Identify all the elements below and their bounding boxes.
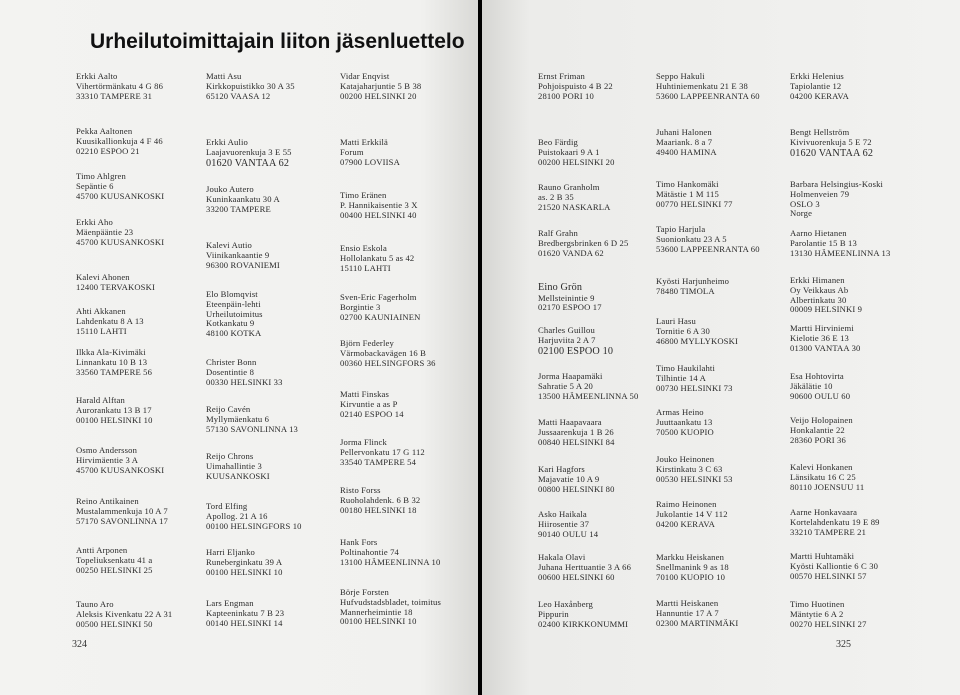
member-entry <box>206 452 270 481</box>
right-page <box>482 0 960 695</box>
member-name: Aarno Hietanen <box>790 228 847 238</box>
member-address-line: 02140 ESPOO 14 <box>340 408 404 419</box>
member-entry <box>790 128 873 159</box>
member-name: Kalevi Ahonen <box>76 272 130 282</box>
member-entry <box>206 548 283 577</box>
member-name: Ahti Akkanen <box>76 306 126 316</box>
member-address-line: 00530 HELSINKI 53 <box>656 473 733 484</box>
member-entry <box>790 276 862 315</box>
member-entry <box>538 326 613 357</box>
member-entry <box>76 600 172 629</box>
member-address-line: 33210 TAMPERE 21 <box>790 526 867 537</box>
member-address-line: 00200 HELSINKI 20 <box>340 90 417 101</box>
member-address-line: 00330 HELSINKI 33 <box>206 376 283 387</box>
member-address-line: 02100 ESPOO 10 <box>538 345 614 357</box>
member-name: Martti Huhtamäki <box>790 551 855 561</box>
member-entry <box>76 127 163 156</box>
member-address-line: 45700 KUUSANKOSKI <box>76 190 165 201</box>
member-name: Björn Federley <box>340 338 394 348</box>
member-name: Timo Eränen <box>340 190 387 200</box>
member-name: Barbara Helsingius-Koski <box>790 179 884 189</box>
member-address-line: 15110 LAHTI <box>340 262 391 273</box>
member-address-line: Aleksis Kivenkatu 22 A 31 <box>76 608 173 619</box>
member-address-line: Kyösti Kalliontie 6 C 30 <box>790 560 879 571</box>
member-entry <box>538 183 611 212</box>
member-name: Matti Haapavaara <box>538 417 602 427</box>
member-address-line: Jussaarenkuja 1 B 26 <box>538 426 614 437</box>
member-name: Ernst Friman <box>538 71 585 81</box>
member-address-line: Pippurin <box>538 608 569 619</box>
member-name: Charles Guillou <box>538 325 595 335</box>
member-address-line: Snellmanink 9 as 18 <box>656 561 729 572</box>
member-address-line: Tapiolantie 12 <box>790 80 842 91</box>
member-entry <box>206 502 302 531</box>
member-address-line: 01620 VANTAA 62 <box>790 147 874 159</box>
member-name: Tauno Aro <box>76 599 114 609</box>
member-entry <box>538 72 613 101</box>
member-address-line: 13130 HÄMEENLINNA 13 <box>790 247 891 258</box>
member-name: Reino Antikainen <box>76 496 139 506</box>
member-entry <box>538 138 615 167</box>
member-address-line: 00100 HELSINKI 10 <box>76 414 153 425</box>
member-entry <box>656 72 760 101</box>
member-address-line: Pellervonkatu 17 G 112 <box>340 446 425 457</box>
member-address-line: 28360 PORI 36 <box>790 434 846 445</box>
member-name: Timo Haukilahti <box>656 363 715 373</box>
member-name: Matti Erkkilä <box>340 137 389 147</box>
member-address-line: Länsikatu 16 C 25 <box>790 471 856 482</box>
member-address-line: 49400 HAMINA <box>656 146 717 157</box>
member-address-line: Norge <box>790 208 813 219</box>
member-address-line: Forum <box>340 146 364 157</box>
member-name: Ilkka Ala-Kivimäki <box>76 347 146 357</box>
member-address-line: Poltinahontie 74 <box>340 546 399 557</box>
member-address-line: Bredbergsbrinken 6 D 25 <box>538 237 629 248</box>
member-address-line: 57170 SAVONLINNA 17 <box>76 515 168 526</box>
member-address-line: 00180 HELSINKI 18 <box>340 504 417 515</box>
member-entry <box>656 180 733 209</box>
member-address-line: Holmenveien 79 <box>790 188 850 199</box>
member-entry <box>656 553 729 582</box>
member-address-line: Suonionkatu 23 A 5 <box>656 233 727 244</box>
member-address-line: Kapteeninkatu 7 B 23 <box>206 607 285 618</box>
member-address-line: Värmobackavägen 16 B <box>340 347 427 358</box>
member-address-line: 00500 HELSINKI 50 <box>76 618 153 629</box>
member-entry <box>76 307 144 336</box>
member-address-line: 78480 TIMOLA <box>656 285 715 296</box>
member-name: Harald Alftan <box>76 395 125 405</box>
member-entry <box>340 293 420 322</box>
member-name: Sven-Eric Fagerholm <box>340 292 417 302</box>
member-entry <box>538 282 602 313</box>
member-entry <box>206 405 298 434</box>
member-address-line: 07900 LOVIISA <box>340 156 400 167</box>
member-entry <box>538 465 615 494</box>
member-name: Veijo Holopainen <box>790 415 853 425</box>
member-address-line: 00200 HELSINKI 20 <box>538 156 615 167</box>
member-address-line: 02170 ESPOO 17 <box>538 302 602 313</box>
member-name: Armas Heino <box>656 407 704 417</box>
page-title: Urheilutoimittajain liiton jäsenluettelo <box>90 30 465 53</box>
member-entry <box>76 348 152 377</box>
member-entry <box>790 416 853 445</box>
left-page <box>0 0 478 695</box>
member-address-line: Parolantie 15 B 13 <box>790 237 857 248</box>
member-name: Risto Forss <box>340 485 381 495</box>
member-address-line: Hiirosentie 37 <box>538 518 590 529</box>
member-name: Rauno Granholm <box>538 182 600 192</box>
member-address-line: 21520 NASKARLA <box>538 201 611 212</box>
member-name: Kalevi Autio <box>206 240 252 250</box>
member-address-line: 80110 JOENSUU 11 <box>790 481 865 492</box>
member-address-line: 02700 KAUNIAINEN <box>340 311 421 322</box>
member-address-line: 70500 KUOPIO <box>656 426 714 437</box>
member-entry <box>656 455 733 484</box>
member-address-line: Hufvudstadsbladet, toimitus <box>340 596 441 607</box>
member-address-line: 12400 TERVAKOSKI <box>76 281 155 292</box>
member-address-line: 96300 ROVANIEMI <box>206 259 280 270</box>
member-address-line: 57130 SAVONLINNA 13 <box>206 423 298 434</box>
member-address-line: Puistokaari 9 A 1 <box>538 146 600 157</box>
member-entry <box>206 72 295 101</box>
member-entry <box>76 273 155 293</box>
member-address-line: Oy Veikkaus Ab <box>790 284 849 295</box>
member-address-line: 33200 TAMPERE <box>206 203 271 214</box>
member-address-line: Mellsteinintie 9 <box>538 292 595 303</box>
member-address-line: Uimahallintie 3 <box>206 460 262 471</box>
member-entry <box>538 372 638 401</box>
member-address-line: Hollolankatu 5 as 42 <box>340 252 415 263</box>
member-name: Lars Engman <box>206 598 254 608</box>
member-entry <box>206 290 263 339</box>
member-address-line: 48100 KOTKA <box>206 328 262 339</box>
member-address-line: OSLO 3 <box>790 198 820 209</box>
member-address-line: 00100 HELSINGFORS 10 <box>206 520 302 531</box>
member-address-line: Sepäntie 6 <box>76 180 114 191</box>
member-name: Reijo Cavén <box>206 404 251 414</box>
member-address-line: Majavatie 10 A 9 <box>538 473 600 484</box>
member-name: Jorma Haapamäki <box>538 371 603 381</box>
member-address-line: 00800 HELSINKI 80 <box>538 483 615 494</box>
member-address-line: Juhana Herttuantie 3 A 66 <box>538 561 632 572</box>
member-address-line: 00270 HELSINKI 27 <box>790 618 867 629</box>
member-entry <box>76 172 164 201</box>
member-address-line: Borgintie 3 <box>340 301 381 312</box>
member-address-line: 04200 KERAVA <box>790 90 850 101</box>
member-entry <box>206 138 292 169</box>
member-entry <box>76 218 164 247</box>
member-address-line: Hannuntie 17 A 7 <box>656 607 719 618</box>
member-entry <box>790 463 864 492</box>
member-address-line: 00360 HELSINGFORS 36 <box>340 357 436 368</box>
member-address-line: P. Hannikaisentie 3 X <box>340 199 418 210</box>
member-entry <box>340 191 418 220</box>
member-address-line: 33540 TAMPERE 54 <box>340 456 417 467</box>
member-entry <box>340 588 441 627</box>
member-entry <box>340 538 440 567</box>
member-address-line: Mäenpääntie 23 <box>76 226 134 237</box>
member-address-line: Mustalammenkuja 10 A 7 <box>76 505 168 516</box>
member-address-line: Runeberginkatu 39 A <box>206 556 283 567</box>
member-address-line: 53600 LAPPEENRANTA 60 <box>656 243 760 254</box>
member-address-line: 45700 KUUSANKOSKI <box>76 236 165 247</box>
member-address-line: 00570 HELSINKI 57 <box>790 570 867 581</box>
member-address-line: 00009 HELSINKI 9 <box>790 304 863 315</box>
member-address-line: 02300 MARTINMÄKI <box>656 617 739 628</box>
member-address-line: Jäkälätie 10 <box>790 380 833 391</box>
member-address-line: Huhtiniemenkatu 21 E 38 <box>656 80 748 91</box>
member-name: Ensio Eskola <box>340 243 387 253</box>
member-name: Hakala Olavi <box>538 552 586 562</box>
member-address-line: Kirvuntie a as P <box>340 398 398 409</box>
member-name: Erkki Helenius <box>790 71 844 81</box>
member-address-line: Topeliuksenkatu 41 a <box>76 554 153 565</box>
member-address-line: 00250 HELSINKI 25 <box>76 564 153 575</box>
member-address-line: Eteenpäin-lehti <box>206 298 261 309</box>
member-address-line: Apollog. 21 A 16 <box>206 510 268 521</box>
member-address-line: 00100 HELSINKI 10 <box>340 616 417 627</box>
member-address-line: 00100 HELSINKI 10 <box>206 566 283 577</box>
member-entry <box>340 72 421 101</box>
member-address-line: Kivivuorenkuja 5 E 72 <box>790 136 872 147</box>
member-name: Antti Arponen <box>76 545 128 555</box>
member-name: Esa Hohtovirta <box>790 371 844 381</box>
member-address-line: Tornitie 6 A 30 <box>656 325 710 336</box>
member-address-line: Ruoholahdenk. 6 B 32 <box>340 494 421 505</box>
member-entry <box>656 128 717 157</box>
member-address-line: Kuusikallionkuja 4 F 46 <box>76 135 163 146</box>
member-address-line: Kotkankatu 9 <box>206 318 255 329</box>
member-address-line: 13500 HÄMEENLINNA 50 <box>538 390 639 401</box>
member-name: Tord Elfing <box>206 501 248 511</box>
member-address-line: 45700 KUUSANKOSKI <box>76 464 165 475</box>
member-name: Markku Heiskanen <box>656 552 725 562</box>
member-address-line: Kortelahdenkatu 19 E 89 <box>790 516 880 527</box>
member-name: Kalevi Honkanen <box>790 462 853 472</box>
member-address-line: KUUSANKOSKI <box>206 470 270 481</box>
member-address-line: Mätästie 1 M 115 <box>656 188 719 199</box>
member-name: Aarne Honkavaara <box>790 507 858 517</box>
member-address-line: Honkalantie 22 <box>790 424 845 435</box>
member-entry <box>790 600 867 629</box>
member-name: Jouko Heinonen <box>656 454 715 464</box>
member-address-line: Katajaharjuntie 5 B 38 <box>340 80 422 91</box>
member-entry <box>790 229 890 258</box>
right-page-number: 325 <box>836 639 851 650</box>
member-name: Hank Fors <box>340 537 378 547</box>
member-address-line: Aurorankatu 13 B 17 <box>76 404 152 415</box>
member-name: Juhani Halonen <box>656 127 712 137</box>
member-name: Jorma Flinck <box>340 437 387 447</box>
member-name: Raimo Heinonen <box>656 499 717 509</box>
member-entry <box>76 446 164 475</box>
member-name: Elo Blomqvist <box>206 289 258 299</box>
member-name: Lauri Hasu <box>656 316 696 326</box>
member-name: Timo Huotinen <box>790 599 845 609</box>
member-address-line: 70100 KUOPIO 10 <box>656 571 726 582</box>
member-entry <box>340 339 436 368</box>
member-address-line: 53600 LAPPEENRANTA 60 <box>656 90 760 101</box>
member-name: Beo Färdig <box>538 137 578 147</box>
left-page-number: 324 <box>72 639 87 650</box>
member-entry <box>538 229 628 258</box>
member-name: Martti Heiskanen <box>656 598 719 608</box>
member-name: Erkki Aalto <box>76 71 118 81</box>
member-address-line: 13100 HÄMEENLINNA 10 <box>340 556 441 567</box>
member-address-line: 01300 VANTAA 30 <box>790 342 861 353</box>
member-entry <box>206 185 280 214</box>
member-address-line: Albertinkatu 30 <box>790 294 847 305</box>
member-entry <box>340 244 414 273</box>
member-name: Harri Eljanko <box>206 547 255 557</box>
member-entry <box>790 372 850 401</box>
member-address-line: 01620 VANTAA 62 <box>206 157 290 169</box>
member-address-line: Vihertörmänkatu 4 G 86 <box>76 80 164 91</box>
member-entry <box>656 364 733 393</box>
member-entry <box>340 486 420 515</box>
member-entry <box>538 600 628 629</box>
member-address-line: 00730 HELSINKI 73 <box>656 382 733 393</box>
member-address-line: Kielotie 36 E 13 <box>790 332 849 343</box>
member-entry <box>656 599 738 628</box>
member-entry <box>340 138 400 167</box>
member-entry <box>790 324 860 353</box>
member-entry <box>76 497 168 526</box>
member-address-line: Mäntytie 6 A 2 <box>790 608 844 619</box>
member-address-line: Harjuviita 2 A 7 <box>538 334 596 345</box>
member-address-line: Sahratie 5 A 20 <box>538 380 593 391</box>
member-name: Bengt Hellström <box>790 127 850 137</box>
member-entry <box>790 180 883 219</box>
member-address-line: Pohjoispuisto 4 B 22 <box>538 80 613 91</box>
member-entry <box>656 317 738 346</box>
member-address-line: 65120 VAASA 12 <box>206 90 271 101</box>
member-entry <box>538 418 615 447</box>
member-address-line: as. 2 B 35 <box>538 191 574 202</box>
member-address-line: 33560 TAMPERE 56 <box>76 366 153 377</box>
member-name: Ralf Grahn <box>538 228 578 238</box>
member-address-line: Juuttaankatu 13 <box>656 416 713 427</box>
member-entry <box>206 241 280 270</box>
member-name: Matti Finskas <box>340 389 389 399</box>
member-entry <box>656 225 760 254</box>
member-name: Timo Hankomäki <box>656 179 719 189</box>
member-address-line: 00140 HELSINKI 14 <box>206 617 283 628</box>
member-address-line: Viinikankaantie 9 <box>206 249 270 260</box>
member-entry <box>76 72 163 101</box>
member-name: Timo Ahlgren <box>76 171 126 181</box>
member-address-line: 28100 PORI 10 <box>538 90 594 101</box>
member-name: Kyösti Harjunheimo <box>656 276 730 286</box>
member-name: Leo Haxånberg <box>538 599 594 609</box>
member-address-line: 46800 MYLLYKOSKI <box>656 335 738 346</box>
member-entry <box>76 546 153 575</box>
member-name: Reijo Chrons <box>206 451 254 461</box>
member-address-line: Maariank. 8 a 7 <box>656 136 713 147</box>
member-name: Matti Asu <box>206 71 242 81</box>
member-address-line: Tilhintie 14 A <box>656 372 707 383</box>
member-entry <box>656 408 714 437</box>
member-address-line: Urheilutoimitus <box>206 308 263 319</box>
member-name: Christer Bonn <box>206 357 257 367</box>
member-name: Asko Haikala <box>538 509 587 519</box>
member-name: Kari Hagfors <box>538 464 585 474</box>
member-name: Vidar Enqvist <box>340 71 390 81</box>
member-address-line: Myllymäenkatu 6 <box>206 413 270 424</box>
member-entry <box>790 72 849 101</box>
member-entry <box>790 508 880 537</box>
member-name: Börje Forsten <box>340 587 389 597</box>
member-name: Eino Grön <box>538 282 583 293</box>
member-address-line: 00840 HELSINKI 84 <box>538 436 615 447</box>
member-address-line: 15110 LAHTI <box>76 325 127 336</box>
member-name: Osmo Andersson <box>76 445 138 455</box>
member-name: Seppo Hakuli <box>656 71 705 81</box>
member-entry <box>206 358 283 387</box>
member-address-line: 04200 KERAVA <box>656 518 716 529</box>
member-name: Tapio Harjula <box>656 224 706 234</box>
member-address-line: Dosentintie 8 <box>206 366 255 377</box>
member-entry <box>656 500 728 529</box>
member-address-line: 90140 OULU 14 <box>538 528 599 539</box>
member-address-line: Lahdenkatu 8 A 13 <box>76 315 144 326</box>
member-address-line: Jukolantie 14 V 112 <box>656 508 728 519</box>
member-name: Jouko Autero <box>206 184 254 194</box>
member-address-line: 00600 HELSINKI 60 <box>538 571 615 582</box>
member-entry <box>656 277 729 297</box>
member-address-line: 00400 HELSINKI 40 <box>340 209 417 220</box>
member-name: Erkki Aho <box>76 217 113 227</box>
member-entry <box>340 438 425 467</box>
member-name: Erkki Himanen <box>790 275 845 285</box>
member-entry <box>76 396 153 425</box>
member-entry <box>340 390 404 419</box>
member-entry <box>538 553 631 582</box>
member-address-line: 01620 VANDA 62 <box>538 247 604 258</box>
member-name: Martti Hirviniemi <box>790 323 854 333</box>
member-entry <box>538 510 598 539</box>
member-address-line: Hirvimäentie 3 A <box>76 454 139 465</box>
member-address-line: 00770 HELSINKI 77 <box>656 198 733 209</box>
member-address-line: Mannerheimintie 18 <box>340 606 413 617</box>
member-address-line: Linnankatu 10 B 13 <box>76 356 148 367</box>
member-address-line: Kuninkaankatu 30 A <box>206 193 280 204</box>
member-entry <box>790 552 878 581</box>
member-entry <box>206 599 284 628</box>
member-address-line: 02210 ESPOO 21 <box>76 145 140 156</box>
member-address-line: Kirkkopuistikko 30 A 35 <box>206 80 295 91</box>
member-address-line: 02400 KIRKKONUMMI <box>538 618 629 629</box>
member-address-line: Kirstinkatu 3 C 63 <box>656 463 723 474</box>
member-address-line: 90600 OULU 60 <box>790 390 851 401</box>
member-address-line: Laajavuorenkuja 3 E 55 <box>206 146 292 157</box>
member-address-line: 33310 TAMPERE 31 <box>76 90 153 101</box>
member-name: Pekka Aaltonen <box>76 126 133 136</box>
member-name: Erkki Aulio <box>206 137 248 147</box>
